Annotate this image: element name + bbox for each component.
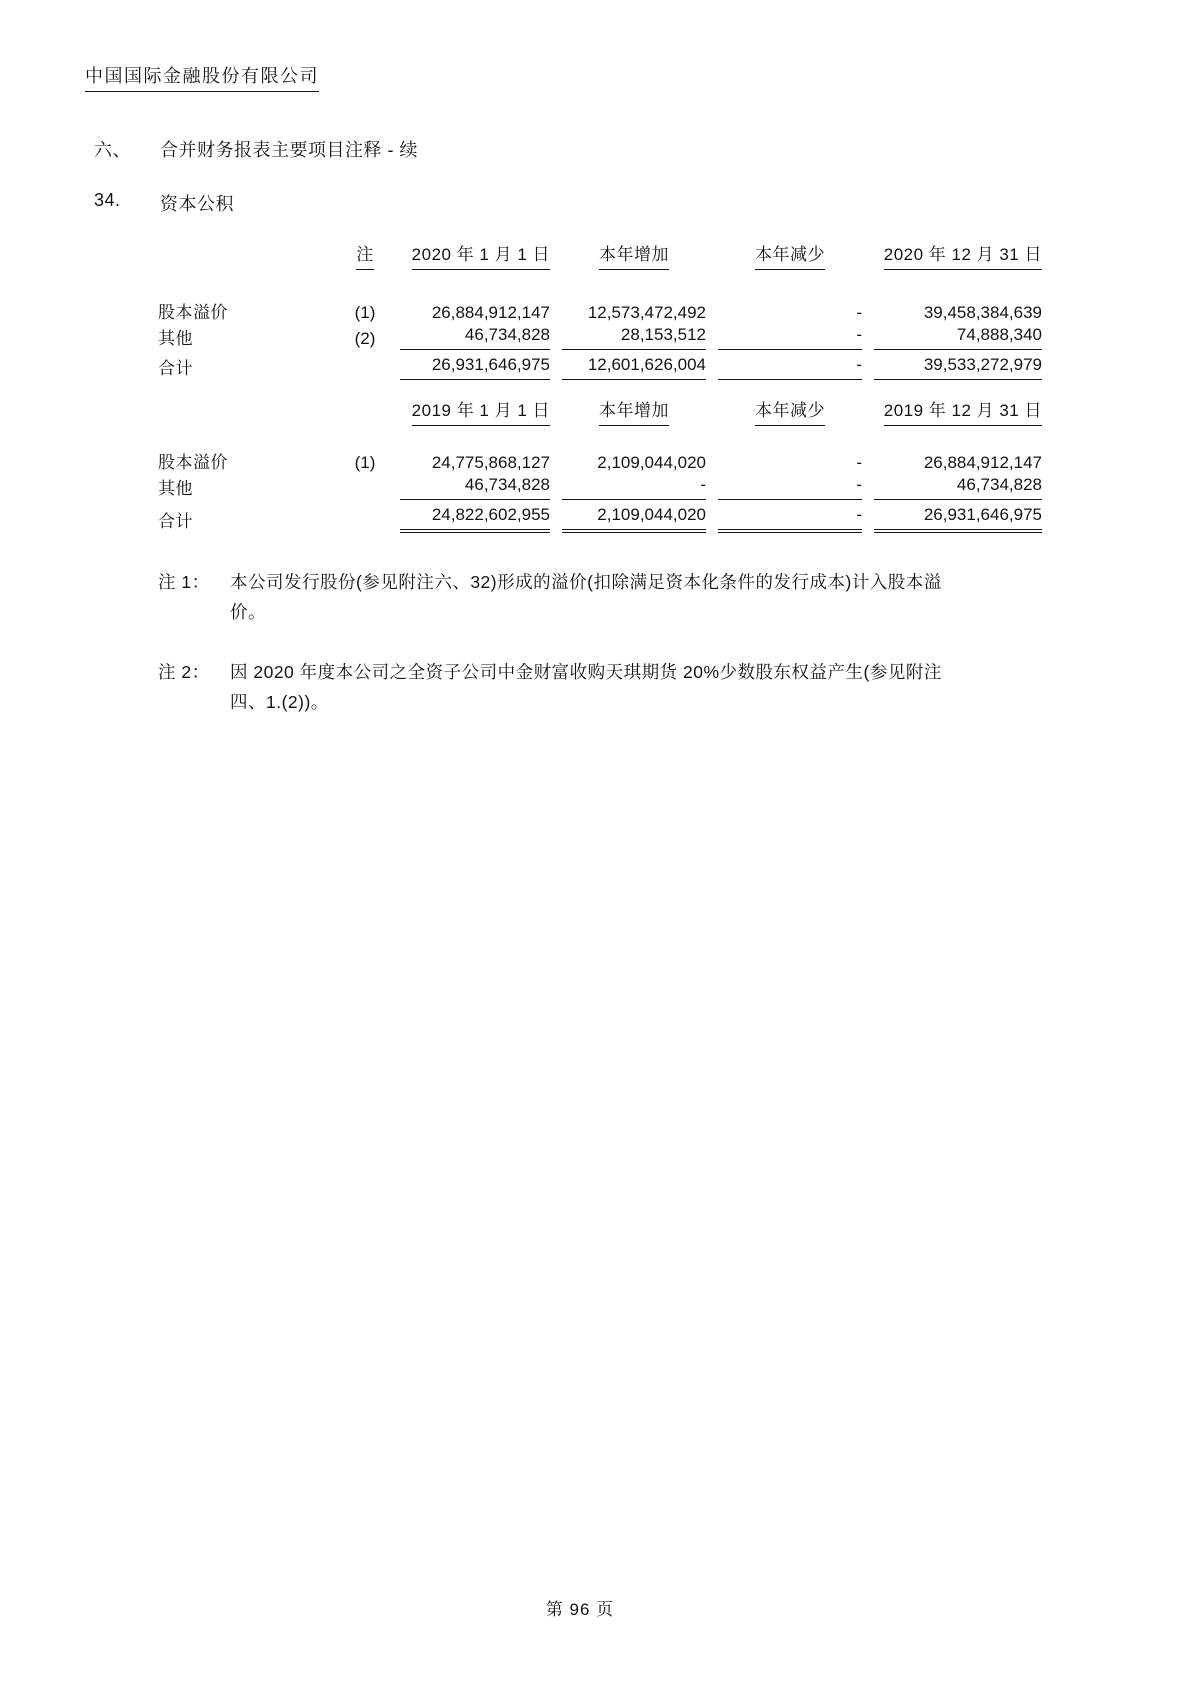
footnote-label: 注 1：	[158, 572, 210, 592]
row-label: 其他	[158, 479, 193, 498]
cell-value: 26,884,912,147	[431, 303, 550, 322]
cell-value: 2,109,044,020	[562, 500, 706, 533]
table-header-row	[158, 244, 1042, 270]
row-label: 合计	[158, 512, 193, 531]
cell-value: 46,734,828	[400, 474, 550, 500]
cell-value: 26,931,646,975	[400, 350, 550, 380]
col-header-opening-2019: 2019 年 1 月 1 日	[412, 400, 550, 426]
cell-value: 28,153,512	[562, 324, 706, 350]
col-header-closing-2020: 2020 年 12 月 31 日	[884, 244, 1042, 270]
table-row-total	[158, 350, 1042, 380]
footnote-1	[158, 567, 1190, 627]
section-number: 六、	[94, 140, 131, 160]
row-note-ref	[342, 350, 388, 380]
section-title: 合并财务报表主要项目注释 - 续	[160, 140, 418, 160]
item-title: 资本公积	[160, 194, 234, 214]
cell-value: -	[856, 303, 862, 322]
footnote-text	[230, 657, 1070, 717]
footnote-line: 四、1.(2))。	[230, 692, 329, 712]
cell-value: -	[718, 474, 862, 500]
item-heading	[94, 190, 1190, 216]
cell-value: 46,734,828	[874, 474, 1042, 500]
footnote-line: 因 2020 年度本公司之全资子公司中金财富收购天琪期货 20%少数股东权益产生(参见附注	[230, 662, 942, 682]
table-row-share-premium	[158, 302, 1042, 324]
cell-value: 12,573,472,492	[587, 303, 706, 322]
footnote-line: 本公司发行股份(参见附注六、32)形成的溢价(扣除满足资本化条件的发行成本)计入股本溢	[230, 572, 942, 592]
cell-value: -	[718, 350, 862, 380]
capital-reserve-table-2019	[146, 400, 1054, 533]
page-number: 第 96 页	[545, 1600, 615, 1619]
col-header-decreases: 本年减少	[755, 400, 825, 426]
cell-value: 39,458,384,639	[923, 303, 1042, 322]
item-number: 34.	[94, 190, 121, 210]
table-row-others	[158, 474, 1042, 500]
col-header-closing-2019: 2019 年 12 月 31 日	[884, 400, 1042, 426]
cell-value: -	[718, 500, 862, 533]
footnote-label: 注 2：	[158, 662, 210, 682]
table-row-total	[158, 500, 1042, 533]
cell-value: -	[718, 324, 862, 350]
spacer-row	[158, 270, 1042, 302]
cell-value: -	[856, 453, 862, 472]
row-note-ref	[342, 500, 388, 533]
cell-value: 12,601,626,004	[562, 350, 706, 380]
row-note-ref: (1)	[354, 303, 376, 322]
table-header-row	[158, 400, 1042, 426]
footnote-line: 价。	[230, 602, 266, 622]
capital-reserve-table-2020	[146, 244, 1054, 380]
col-header-decreases: 本年减少	[755, 244, 825, 270]
cell-value: 24,775,868,127	[431, 453, 550, 472]
spacer-row	[158, 426, 1042, 452]
row-label: 股本溢价	[158, 303, 228, 322]
table-row-share-premium	[158, 452, 1042, 474]
cell-value: -	[562, 474, 706, 500]
table-row-others	[158, 324, 1042, 350]
row-label: 合计	[158, 359, 193, 378]
cell-value: 26,931,646,975	[874, 500, 1042, 533]
row-note-ref	[342, 474, 388, 500]
col-header-additions: 本年增加	[599, 400, 669, 426]
cell-value: 2,109,044,020	[597, 453, 706, 472]
company-name: 中国国际金融股份有限公司	[85, 62, 319, 92]
row-note-ref: (1)	[354, 453, 376, 472]
row-note-ref: (2)	[354, 329, 376, 348]
cell-value: 26,884,912,147	[923, 453, 1042, 472]
cell-value: 39,533,272,979	[874, 350, 1042, 380]
col-header-note: 注	[356, 244, 374, 270]
cell-value: 74,888,340	[874, 324, 1042, 350]
footnote-text	[230, 567, 1070, 627]
col-header-additions: 本年增加	[599, 244, 669, 270]
cell-value: 46,734,828	[400, 324, 550, 350]
section-heading	[94, 136, 1190, 162]
row-label: 其他	[158, 329, 193, 348]
cell-value: 24,822,602,955	[400, 500, 550, 533]
col-header-opening-2020: 2020 年 1 月 1 日	[412, 244, 550, 270]
row-label: 股本溢价	[158, 453, 228, 472]
footnote-2	[158, 657, 1190, 717]
